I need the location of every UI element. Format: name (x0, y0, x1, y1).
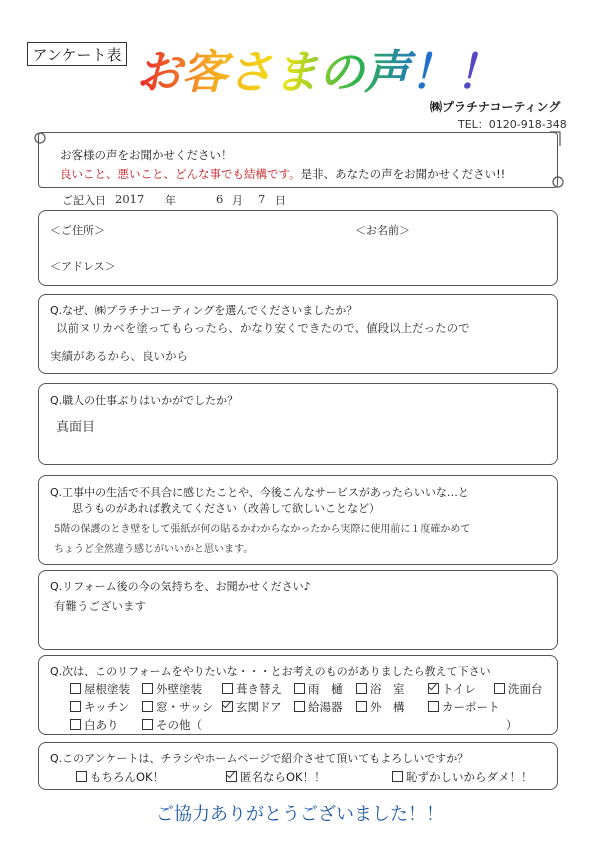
checkbox-icon[interactable] (142, 683, 153, 694)
q1-answer-line-1: 以前ヌリカベを塗ってもらったら、かなり安くできたので、値段以上だったので (56, 321, 470, 335)
survey-tag: アンケート表 (27, 42, 127, 66)
q5-option-12[interactable]: カーポート (428, 699, 500, 715)
q5-option-8[interactable]: 窓・サッシ (142, 699, 213, 715)
q5-option-3[interactable]: 雨 樋 (294, 681, 343, 697)
q5-option-2[interactable]: 葺き替え (222, 681, 282, 697)
q6-option-0[interactable]: もちろんOK！ (76, 769, 164, 785)
checkbox-icon[interactable] (428, 683, 439, 694)
checkbox-icon[interactable] (392, 771, 403, 782)
q6-option-2[interactable]: 恥ずかしいからダメ！！ (392, 769, 533, 785)
q5-option-13[interactable]: 白あり (70, 717, 119, 733)
company-name: ㈱プラチナコーティング (430, 100, 561, 114)
checkbox-icon[interactable] (70, 719, 81, 730)
checkbox-icon[interactable] (142, 719, 153, 730)
q5-option-0[interactable]: 屋根塗装 (70, 681, 130, 697)
intro-line-2-red: 良いこと、悪いこと、どんな事でも結構です。 (60, 167, 301, 181)
entry-date-label: ご記入日 (62, 194, 106, 207)
checkbox-icon[interactable] (222, 683, 233, 694)
entry-date-year-unit: 年 (165, 194, 176, 207)
address-label: ＜ご住所＞ (50, 224, 105, 237)
checkbox-icon[interactable] (70, 701, 81, 712)
checkbox-icon[interactable] (226, 771, 237, 782)
q4-label: Q.リフォーム後の今の気持ちを、お聞かせください♪ (50, 580, 311, 593)
checkbox-icon[interactable] (142, 701, 153, 712)
entry-date-day: 7 (258, 192, 266, 206)
q2-label: Q.職人の仕事ぶりはいかがでしたか？ (50, 394, 239, 407)
checkbox-icon[interactable] (294, 701, 305, 712)
q5-option-11[interactable]: 外 構 (356, 699, 405, 715)
q6-label: Q.このアンケートは、チラシやホームページで紹介させて頂いてもよろしいですか？ (50, 752, 469, 765)
checkbox-icon[interactable] (494, 683, 505, 694)
checkbox-icon[interactable] (76, 771, 87, 782)
q2-answer: 真面目 (56, 420, 96, 435)
q5-option-14[interactable]: その他（ (142, 717, 202, 733)
q5-other-close: ） (506, 718, 518, 732)
q1-label: Q.なぜ、㈱プラチナコーティングを選んでくださいましたか？ (50, 304, 358, 317)
entry-date-month-unit: 月 (232, 194, 243, 207)
q5-option-1[interactable]: 外壁塗装 (142, 681, 202, 697)
email-label: ＜アドレス＞ (50, 260, 116, 273)
checkbox-icon[interactable] (428, 701, 439, 712)
q4-answer: 有難うございます (54, 599, 146, 613)
q1-answer-line-2: 実績があるから、良いから (50, 349, 188, 363)
q5-option-9[interactable]: 玄関ドア (222, 699, 282, 715)
entry-date-month: 6 (216, 192, 224, 206)
checkbox-icon[interactable] (70, 683, 81, 694)
checkbox-icon[interactable] (356, 683, 367, 694)
checkbox-icon[interactable] (294, 683, 305, 694)
banner-title-text: お客さまの声！！ (136, 45, 501, 99)
name-label: ＜お名前＞ (355, 224, 410, 237)
q3-label-line-1: Q.工事中の生活で不具合に感じたことや、今後こんなサービスがあったらいいな…と (50, 486, 469, 499)
q5-option-7[interactable]: キッチン (70, 699, 129, 715)
q5-option-5[interactable]: トイレ (428, 681, 476, 697)
q3-label-line-2: 思うものがあれば教えてください（改善して欲しいことなど） (72, 502, 380, 515)
intro-line-2-rest: 是非、あなたの声をお聞かせください!! (300, 167, 506, 181)
entry-date-year: 2017 (115, 192, 145, 206)
thanks-message: ご協力ありがとうございました！！ (156, 804, 444, 825)
company-tel: TEL：0120-918-348 (458, 118, 567, 131)
intro-line-2 (60, 166, 505, 182)
checkbox-icon[interactable] (356, 701, 367, 712)
q5-option-4[interactable]: 浴 室 (356, 681, 405, 697)
q6-option-1[interactable]: 匿名ならOK！！ (226, 769, 326, 785)
banner-title (130, 40, 510, 100)
q3-answer-line-1: 5階の保護のとき壁をして張紙が何の貼るかわからなかったから実際に使用前に１度確かめて (54, 524, 471, 535)
address-box (38, 210, 558, 286)
intro-line-1: お客様の声をお聞かせください！ (60, 148, 233, 162)
q3-answer-line-2: ちょうど全然違う感じがいいかと思います。 (54, 544, 254, 555)
q5-option-10[interactable]: 給湯器 (294, 699, 343, 715)
entry-date-day-unit: 日 (275, 194, 286, 207)
q5-option-6[interactable]: 洗面台 (494, 681, 543, 697)
q5-label: Q.次は、このリフォームをやりたいな・・・とお考えのものがありましたら教えて下さい (50, 665, 491, 678)
checkbox-icon[interactable] (222, 701, 233, 712)
